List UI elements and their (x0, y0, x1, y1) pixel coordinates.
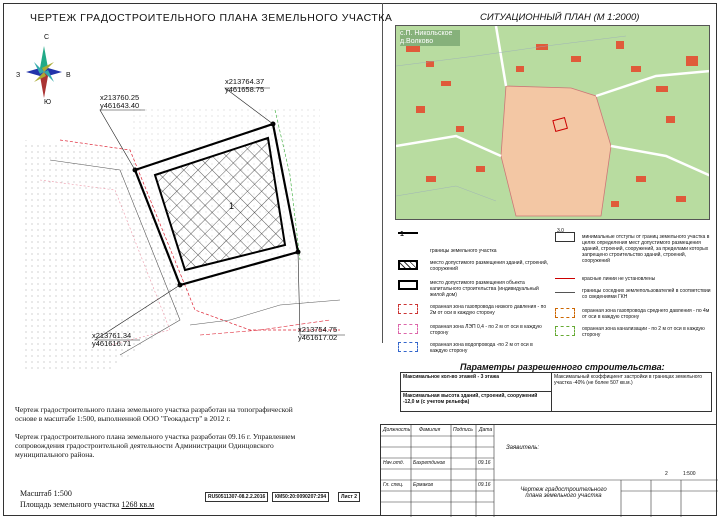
doc-code-2: КМ50:20:0090207:294 (272, 492, 329, 502)
legend-item: охранная зона газопровода низкого давления - по 2м от оси в каждую сторону (430, 304, 547, 316)
scale-value: 1:500 (53, 489, 72, 498)
title-block (380, 424, 717, 516)
legend-symbol-power (398, 324, 418, 334)
legend-symbol-red-lines (555, 278, 575, 288)
legend-item: охранная зона газопровода среднего давления - по 4м от оси в каждую сторону (582, 308, 710, 320)
legend-item: место допустимого размещения зданий, строений, сооружений (430, 260, 549, 272)
legend-item: границы земельного участка (430, 248, 497, 254)
params-table (400, 372, 712, 412)
stamp-scale: 1:500 (683, 471, 696, 477)
coord-label-4: x213754.75 y461617.02 (298, 325, 338, 342)
compass-east: В (66, 72, 71, 79)
stamp-sheet-no: 2 (665, 471, 668, 477)
stamp-header-name: Фамилия (419, 427, 441, 433)
legend-symbol-number: 1 (400, 231, 404, 238)
legend-item: охранная зона водопровода -по 2 м от оси в каждую сторону (430, 342, 533, 354)
notes (15, 405, 315, 468)
doc-code-1: RU50511307-08.2.2.2016 (205, 492, 268, 502)
legend-symbol-sewer (555, 326, 575, 336)
legend-symbol-gas-medium (555, 308, 575, 318)
param-height: Максимальная высота зданий, строений, сооружений -12,0 м (с учетом рельефа) (401, 391, 551, 406)
legend-item: охранная зона канализации - по 2 м от оси в каждую сторону (582, 326, 705, 338)
situation-plan-title: СИТУАЦИОННЫЙ ПЛАН (М 1:2000) (480, 12, 640, 23)
coord-label-2: x213764.37 y461658.75 (225, 77, 265, 94)
coord-label-1: x213760.25 y461643.40 (100, 93, 140, 110)
legend-symbol-water (398, 342, 418, 352)
stamp-role-2: Гл. спец. (383, 482, 404, 488)
sheet-label: Лист 2 (338, 492, 360, 502)
param-coef: Максимальный коэффициент застройки в границах земельного участка -40% (не более 507 кв.м.) (551, 373, 711, 411)
scale-label: Масштаб (20, 489, 52, 498)
area-label: Площадь земельного участка (20, 500, 120, 509)
stamp-name-1: Бахретдинов (413, 460, 445, 466)
stamp-date-1: 09.16 (478, 460, 491, 466)
legend-item: границы соседних землепользователей в соответствии со сведениями ГКН (582, 288, 711, 300)
note-dev: Чертеж градостроительного плана земельного участка разработан 09.16 г. Управлением сопровождения градостроительной деятельности Администрации Одинцовского муниципального района. (15, 432, 296, 459)
page-title: ЧЕРТЕЖ ГРАДОСТРОИТЕЛЬНОГО ПЛАНА ЗЕМЕЛЬНОГО УЧАСТКА (30, 12, 393, 24)
stamp-doc-title: Чертеж градостроительного плана земельного участка (520, 487, 607, 499)
legend-item: красные линии не установлены (582, 276, 656, 282)
legend-setback-value: 3,0 (557, 228, 564, 234)
compass-rose-icon (26, 46, 62, 98)
legend-item: минимальные отступы от границ земельного участка в целях определения мест допустимого размещения зданий, строений, сооружений, за пределами которых запрещено строительство зданий, строений, сооружений (582, 234, 710, 264)
stamp-date-2: 09.16 (478, 482, 491, 488)
note-topo: Чертеж градостроительного плана земельного участка разработан на топографической основе в масштабе 1:500, выполненной ООО "Геокадастр" в 2012 г. (15, 405, 293, 423)
param-floors: Максимальное кол-во этажей - 3 этажа (403, 374, 500, 380)
map-place-label: с.П. Никольское д.Волково (400, 30, 460, 46)
corner-number: 1 (229, 201, 235, 211)
legend-symbol-building-zone (398, 260, 418, 270)
stamp-header-sign: Подпись (453, 427, 473, 433)
stamp-role-1: Нач.отд. (383, 460, 405, 466)
params-title: Параметры разрешенного строительства: (460, 362, 665, 372)
scale (20, 489, 72, 498)
legend-symbol-house (398, 280, 418, 290)
legend-symbol-neighbors (555, 292, 575, 302)
stamp-customer-label: Заявитель: (506, 445, 540, 451)
legend-symbol-gas-low (398, 304, 418, 314)
compass-west: З (16, 72, 21, 79)
area-value: 1268 кв.м (121, 500, 155, 509)
map-graphic (396, 26, 710, 220)
area (20, 500, 154, 509)
compass-south: Ю (44, 99, 52, 106)
situation-map (395, 25, 710, 220)
compass-north: С (44, 34, 50, 41)
legend-item: место допустимого размещения объекта капитального строительства (индивидуальный жилой дом) (430, 280, 539, 298)
legend-item: охранная зона ЛЭП 0,4 - по 2 м от оси в каждую сторону (430, 324, 542, 336)
coord-label-3: x213761.34 y461616.71 (92, 331, 132, 348)
stamp-header-role: Должность (383, 427, 411, 433)
stamp-name-2: Ермаков (413, 482, 434, 488)
legend (390, 228, 715, 356)
stamp-header-date: Дата (479, 427, 493, 433)
